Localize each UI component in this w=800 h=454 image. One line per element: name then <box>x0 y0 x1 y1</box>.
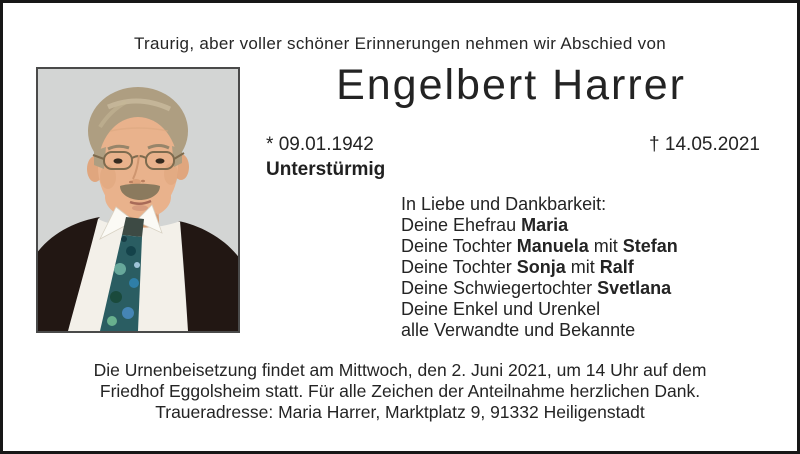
eye-left <box>114 158 123 163</box>
birth-date: * 09.01.1942 <box>266 134 374 155</box>
dates-row <box>266 134 760 156</box>
eye-right <box>156 158 165 163</box>
dagger-icon: † <box>649 134 660 155</box>
funeral-details <box>3 360 797 423</box>
funeral-details-line1: Die Urnenbeisetzung findet am Mittwoch, den 2. Juni 2021, um 14 Uhr auf dem <box>93 360 707 380</box>
portrait-photo <box>36 67 240 333</box>
family-heading: In Liebe und Dankbarkeit: <box>401 194 607 214</box>
portrait-illustration <box>38 69 238 331</box>
family-line: Deine Tochter Manuela mit Stefan <box>401 236 678 256</box>
intro-line: Traurig, aber voller schöner Erinnerungen nehmen wir Abschied von <box>134 34 666 53</box>
family-line: alle Verwandte und Bekannte <box>401 320 636 340</box>
family-line: Deine Enkel und Urenkel <box>401 299 601 319</box>
family-line: Deine Schwiegertochter Svetlana <box>401 278 672 298</box>
notice-body <box>260 61 762 351</box>
family-block <box>401 194 678 341</box>
family-line: Deine Tochter Sonja mit Ralf <box>401 257 634 277</box>
death-date: † 14.05.2021 <box>649 134 760 155</box>
family-lines <box>401 215 678 341</box>
birthplace: Unterstürmig <box>266 159 386 180</box>
funeral-details-line2: Friedhof Eggolsheim statt. Für alle Zeichen der Anteilnahme herzlichen Dank. <box>99 381 701 401</box>
birth-star-icon: * <box>266 134 274 155</box>
deceased-name: Engelbert Harrer <box>336 61 686 109</box>
family-line: Deine Ehefrau Maria <box>401 215 569 235</box>
mourning-address: Traueradresse: Maria Harrer, Marktplatz 9, 91332 Heiligenstadt <box>155 402 645 422</box>
